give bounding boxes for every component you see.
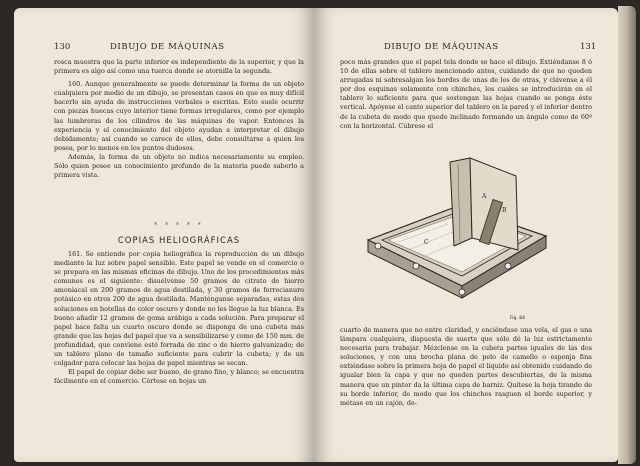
clasp-left	[375, 243, 381, 249]
left-text-top	[54, 58, 304, 180]
left-page-number: 130	[54, 42, 71, 52]
paragraph-160b: Además, la forma de un objeto no indica necesariamente su empleo. Sólo quien posee un conocimiento profundo de la materia puede saberlo a primera vista.	[54, 152, 304, 180]
right-text-top	[340, 58, 592, 131]
figure-caption: Fig. 84	[510, 316, 525, 321]
figure-label-a: A	[482, 193, 487, 200]
left-page	[14, 8, 314, 462]
right-page-number: 131	[580, 42, 597, 52]
right-paragraph-top: poco más grandes que el papel tela donde se hace el dibujo. Extiéndanse 8 ó 10 de ellas sobre el tablero mencionado antes, cuidando de que no queden arrugadas ni sobresalgan los bordes de unas de los de otras, y clávense a él por dos esquinas solamente con chinches, los cuales se introducirán en el tablero lo suficiente para que sostengan las hojas cuando se ponga éste vertical. Apóyese el canto superior del tablero en la pared y el inferior dentro de la cubeta de modo que quede inclinado formando un ángulo como de 60º con la horizontal. Cúbrese el	[340, 58, 592, 130]
clasp-front	[459, 289, 465, 295]
right-page	[314, 8, 618, 462]
continued-paragraph: rosca muestra que la parte inferior es independiente de la superior, y que la primera es algo así como una tuerca donde se atornilla la segunda.	[54, 58, 304, 76]
left-running-head: DIBUJO DE MÁQUINAS	[110, 42, 225, 52]
paragraph-161b: El papel de copiar debe ser bueno, de grano fino, y blanco; se encuentra fácilmente en el comercio. Córtese en hojas un	[54, 368, 304, 386]
right-text-bottom	[340, 326, 592, 408]
separator-ornament: * * * * *	[154, 222, 204, 229]
figure-label-b: B	[502, 207, 507, 214]
left-text-bottom	[54, 250, 304, 386]
clasp-front-left	[413, 263, 419, 269]
right-running-head: DIBUJO DE MÁQUINAS	[384, 42, 499, 52]
right-paragraph-bottom: cuarto de manera que no entre claridad, y enciéndase una vela, el gas o una lámpara cualquiera, dispuesta de suerte que sólo dé la luz estrictamente necesaria para trabajar. Mézclense en la cubeta partes iguales de las dos soluciones, y con una brocha plana de pelo de camello o esponja fina extiéndase sobre la primera hoja de papel el líquido así obtenido cuidando de igualar bien la capa y que no queden partes descubiertas, de la misma manera que un pintor da la última capa de barniz. Quítese la hoja tirando de su borde inferior, de modo que los chinches rasguen el borde superior, y métase en un cajón, de-	[340, 326, 592, 407]
back-board-left	[450, 158, 472, 246]
section-title: COPIAS HELIOGRÁFICAS	[117, 236, 241, 246]
printing-frame-illustration	[358, 154, 554, 322]
clasp-right	[505, 263, 511, 269]
paragraph-160: 160. Aunque generalmente se puede determinar la forma de un objeto cualquiera por medio de un dibujo, se presentan casos en que es muy difícil hacerlo sin ayuda de instrucciones verbales o escritas. Esto suele ocurrir con piezas huecas cuyo interior tiene formas irregulares, como por ejemplo las lumbreras de los cilindros de las máquinas de vapor. Entonces la experiencia y el conocimiento del objeto ayudan a interpretar el dibujo debidamente; así cuando se carece de ellos, debe consultarse a quien los posea, por lo menos en los puntos dudosos.	[54, 80, 304, 152]
figure-label-c: C	[424, 239, 429, 246]
paragraph-161: 161. Se entiende por copia heliográfica la reproducción de un dibujo mediante la luz sobre papel sensible. Este papel se vende en el comercio o se prepara en las mismas oficinas de dibujo. Uno de los procedimientos más comunes es el siguiente: disuélvense 50 gramos de citrato de hierro amoniacal en 200 gramos de agua destilada, y 30 gramos de ferrocianuro potásico en otros 200 de agua destilada. Manténganse separadas, estas dos soluciones en botellas de color oscuro y donde no les llegue la luz blanca. Es bueno añadir 12 gramos de goma arábiga a cada solución. Para preparar el papel hace falta un cuarto oscuro donde se disponga de una cubeta más grande que las hojas del papel que va a sensibilizarse y como de 150 mm. de profundidad, que conviene esté forrada de zinc o de hierro galvanizado; de un tablero plano de tamaño suficiente para cubrir la cubeta; y de un colgador para colocar las hojas de papel mientras se secan.	[54, 250, 304, 368]
page-edge	[618, 6, 636, 464]
